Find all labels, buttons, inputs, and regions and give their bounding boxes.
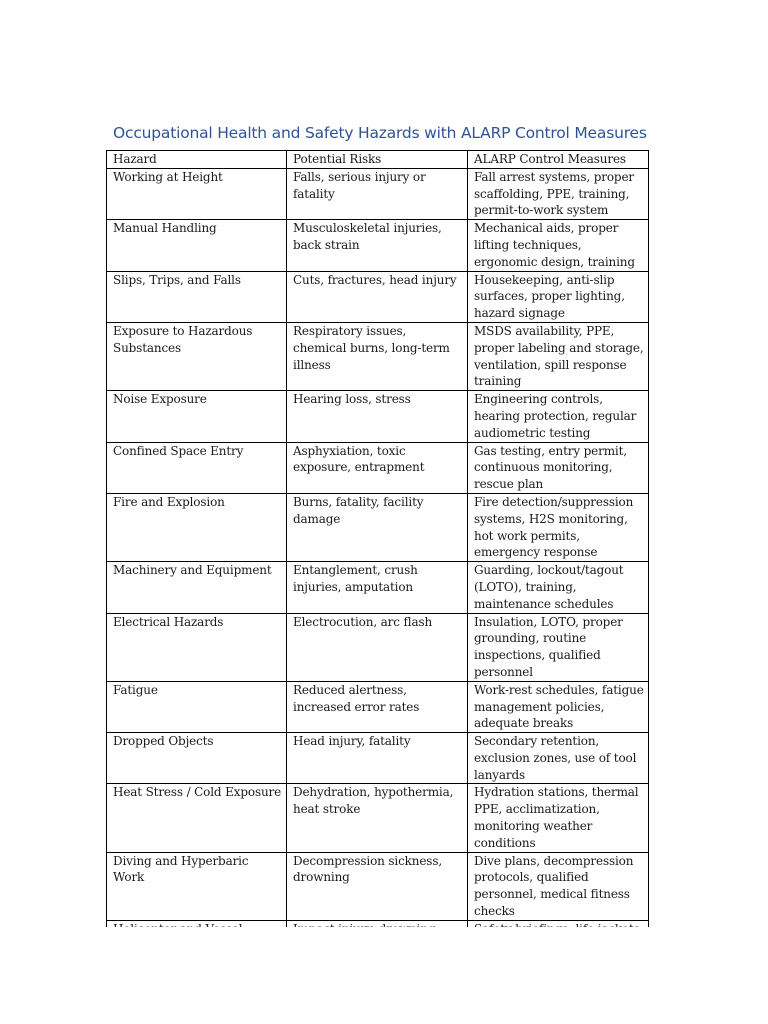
risk-cell: Electrocution, arc flash bbox=[287, 613, 468, 681]
risk-cell: Musculoskeletal injuries, back strain bbox=[287, 220, 468, 271]
table-row bbox=[107, 322, 649, 390]
table-row bbox=[107, 784, 649, 852]
control-cell: Dive plans, decompression protocols, qualified personnel, medical fitness checks bbox=[468, 852, 649, 920]
control-cell: Housekeeping, anti-slip surfaces, proper lighting, hazard signage bbox=[468, 271, 649, 322]
hazard-cell: Slips, Trips, and Falls bbox=[107, 271, 287, 322]
hazard-cell: Exposure to Hazardous Substances bbox=[107, 322, 287, 390]
risk-cell: Burns, fatality, facility damage bbox=[287, 493, 468, 561]
risk-cell: Decompression sickness, drowning bbox=[287, 852, 468, 920]
table-row bbox=[107, 220, 649, 271]
table-row bbox=[107, 168, 649, 219]
risk-cell: Entanglement, crush injuries, amputation bbox=[287, 562, 468, 613]
table-row bbox=[107, 442, 649, 493]
table-row bbox=[107, 852, 649, 920]
table-row bbox=[107, 562, 649, 613]
hazard-cell: Manual Handling bbox=[107, 220, 287, 271]
control-cell: Engineering controls, hearing protection, regular audiometric testing bbox=[468, 391, 649, 442]
control-cell: Hydration stations, thermal PPE, acclimatization, monitoring weather conditions bbox=[468, 784, 649, 852]
risk-cell: Respiratory issues, chemical burns, long-term illness bbox=[287, 322, 468, 390]
hazard-cell: Fire and Explosion bbox=[107, 493, 287, 561]
header-alarp-control-measures: ALARP Control Measures bbox=[468, 151, 649, 169]
hazard-cell: Fatigue bbox=[107, 681, 287, 732]
risk-cell: Asphyxiation, toxic exposure, entrapment bbox=[287, 442, 468, 493]
risk-cell: Hearing loss, stress bbox=[287, 391, 468, 442]
header-hazard: Hazard bbox=[107, 151, 287, 169]
risk-cell: Cuts, fractures, head injury bbox=[287, 271, 468, 322]
table-header-row bbox=[107, 151, 649, 169]
hazard-cell: Confined Space Entry bbox=[107, 442, 287, 493]
risk-cell: Reduced alertness, increased error rates bbox=[287, 681, 468, 732]
table-row bbox=[107, 733, 649, 784]
control-cell: Gas testing, entry permit, continuous monitoring, rescue plan bbox=[468, 442, 649, 493]
hazard-cell: Electrical Hazards bbox=[107, 613, 287, 681]
risk-cell: Falls, serious injury or fatality bbox=[287, 168, 468, 219]
page-bottom-margin bbox=[0, 927, 768, 1024]
hazard-cell: Noise Exposure bbox=[107, 391, 287, 442]
hazard-cell: Heat Stress / Cold Exposure bbox=[107, 784, 287, 852]
control-cell: Fire detection/suppression systems, H2S monitoring, hot work permits, emergency response bbox=[468, 493, 649, 561]
hazard-cell: Working at Height bbox=[107, 168, 287, 219]
table-row bbox=[107, 271, 649, 322]
control-cell: Fall arrest systems, proper scaffolding, PPE, training, permit-to-work system bbox=[468, 168, 649, 219]
control-cell: Mechanical aids, proper lifting techniques, ergonomic design, training bbox=[468, 220, 649, 271]
header-potential-risks: Potential Risks bbox=[287, 151, 468, 169]
hazard-cell: Dropped Objects bbox=[107, 733, 287, 784]
control-cell: Work-rest schedules, fatigue management policies, adequate breaks bbox=[468, 681, 649, 732]
table-row bbox=[107, 391, 649, 442]
table-row bbox=[107, 613, 649, 681]
control-cell: Insulation, LOTO, proper grounding, routine inspections, qualified personnel bbox=[468, 613, 649, 681]
table-row bbox=[107, 681, 649, 732]
hazard-cell: Machinery and Equipment bbox=[107, 562, 287, 613]
control-cell: Secondary retention, exclusion zones, use of tool lanyards bbox=[468, 733, 649, 784]
control-cell: MSDS availability, PPE, proper labeling and storage, ventilation, spill response training bbox=[468, 322, 649, 390]
control-cell: Guarding, lockout/tagout (LOTO), training, maintenance schedules bbox=[468, 562, 649, 613]
risk-cell: Head injury, fatality bbox=[287, 733, 468, 784]
hazard-cell: Diving and Hyperbaric Work bbox=[107, 852, 287, 920]
risk-cell: Dehydration, hypothermia, heat stroke bbox=[287, 784, 468, 852]
hazard-control-table bbox=[106, 150, 649, 939]
document-title: Occupational Health and Safety Hazards with ALARP Control Measures bbox=[113, 124, 647, 142]
table-row bbox=[107, 493, 649, 561]
